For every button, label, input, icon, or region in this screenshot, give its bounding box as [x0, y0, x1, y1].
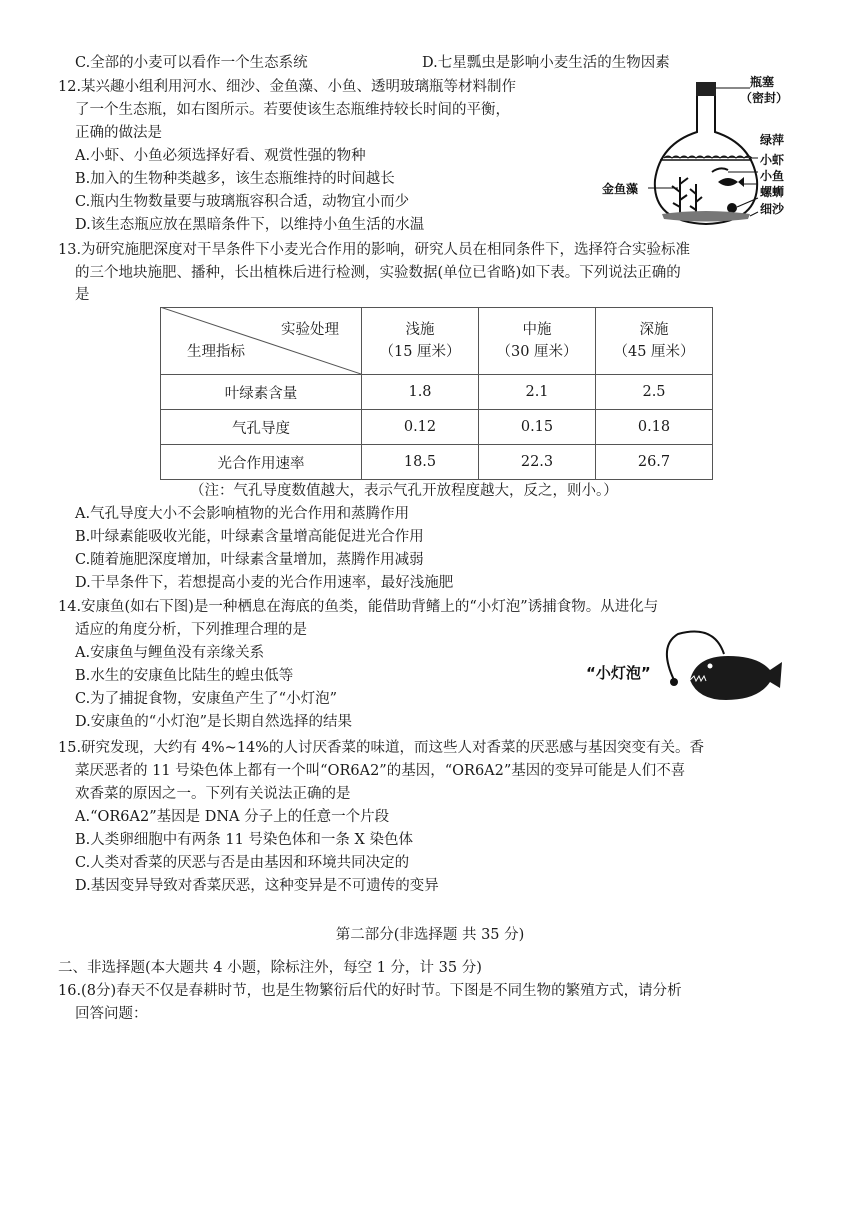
column-header: 中施 （30 厘米） [479, 308, 596, 375]
column-header: 浅施 （15 厘米） [362, 308, 479, 375]
label-sealed: （密封） [740, 91, 789, 105]
table-cell: 1.8 [362, 375, 479, 410]
q13-stem-line2: 的三个地块施肥、播种，长出植株后进行检测，实验数据(单位已省略)如下表。下列说法正确的 [75, 265, 681, 281]
q15-stem-line2: 菜厌恶者的 11 号染色体上都有一个叫“OR6A2”的基因，“OR6A2”基因的变异可能是人们不喜 [75, 763, 686, 779]
table-row [161, 410, 713, 445]
table-cell: 18.5 [362, 445, 479, 480]
anglerfish-icon [690, 656, 782, 700]
table-cell: 2.5 [596, 375, 713, 410]
corner-bottom-label: 生理指标 [187, 344, 245, 360]
q12-option-c: C.瓶内生物数量要与玻璃瓶容积合适，动物宜小而少 [75, 194, 410, 210]
snail-icon [727, 203, 737, 213]
corner-top-label: 实验处理 [281, 322, 339, 338]
q13-option-c: C.随着施肥深度增加，叶绿素含量增加，蒸腾作用减弱 [75, 552, 424, 568]
q15-stem-line3: 欢香菜的原因之一。下列有关说法正确的是 [75, 786, 351, 802]
shrimp-icon [712, 168, 728, 172]
table-row [161, 375, 713, 410]
label-shrimp: 小虾 [760, 153, 785, 167]
label-little-lamp: “小灯泡” [586, 664, 651, 682]
table-cell: 2.1 [479, 375, 596, 410]
q13-option-d: D.干旱条件下，若想提高小麦的光合作用速率，最好浅施肥 [75, 575, 454, 591]
q14-stem-line1: 14.安康鱼(如右下图)是一种栖息在海底的鱼类，能借助背鳍上的“小灯泡”诱捕食物。从进化与 [58, 599, 659, 615]
q15-stem-line1: 15.研究发现，大约有 4%~14%的人讨厌香菜的味道，而这些人对香菜的厌恶感与基因突变有关。香 [58, 740, 705, 756]
row-label: 气孔导度 [161, 410, 362, 445]
q16-stem-line2: 回答问题： [75, 1006, 148, 1022]
q11-option-c: C.全部的小麦可以看作一个生态系统 [75, 55, 308, 71]
q11-option-d: D.七星瓢虫是影响小麦生活的生物因素 [422, 55, 670, 71]
q16-stem-line1: 16.(8分)春天不仅是春耕时节，也是生物繁衍后代的好时节。下图是不同生物的繁殖方式，请分析 [58, 983, 682, 999]
duckweed-icon [664, 156, 752, 158]
label-duckweed: 绿萍 [760, 133, 785, 147]
q14-option-a: A.安康鱼与鲤鱼没有亲缘关系 [75, 645, 265, 661]
q15-option-c: C.人类对香菜的厌恶与否是由基因和环境共同决定的 [75, 855, 410, 871]
q13-stem-line1: 13.为研究施肥深度对干旱条件下小麦光合作用的影响，研究人员在相同条件下，选择符合实验标准 [58, 242, 691, 258]
table-cell: 26.7 [596, 445, 713, 480]
ecobottle-figure [600, 72, 800, 232]
label-hornwort: 金鱼藻 [602, 182, 639, 196]
q13-option-b: B.叶绿素能吸收光能，叶绿素含量增高能促进光合作用 [75, 529, 424, 545]
q12-stem-line3: 正确的做法是 [75, 125, 162, 141]
q15-option-b: B.人类卵细胞中有两条 11 号染色体和一条 X 染色体 [75, 832, 413, 848]
q12-option-b: B.加入的生物种类越多，该生态瓶维持的时间越长 [75, 171, 395, 187]
stopper-icon [696, 82, 716, 96]
fish-icon [718, 177, 744, 187]
q14-option-c: C.为了捕捉食物，安康鱼产生了“小灯泡” [75, 691, 338, 707]
table-cell: 0.15 [479, 410, 596, 445]
sand-icon [662, 211, 750, 222]
q13-option-a: A.气孔导度大小不会影响植物的光合作用和蒸腾作用 [75, 506, 410, 522]
q13-stem-line3: 是 [75, 287, 90, 303]
q15-option-a: A.“OR6A2”基因是 DNA 分子上的任意一个片段 [75, 809, 390, 825]
table-cell: 22.3 [479, 445, 596, 480]
row-label: 光合作用速率 [161, 445, 362, 480]
row-label: 叶绿素含量 [161, 375, 362, 410]
table-row [161, 445, 713, 480]
column-header: 深施 （45 厘米） [596, 308, 713, 375]
q15-option-d: D.基因变异导致对香菜厌恶，这种变异是不可遗传的变异 [75, 878, 439, 894]
anglerfish-figure [586, 626, 786, 706]
table-cell: 0.12 [362, 410, 479, 445]
corner-diagonal [160, 307, 361, 374]
table-cell: 0.18 [596, 410, 713, 445]
q12-stem-line1: 12.某兴趣小组利用河水、细沙、金鱼藻、小鱼、透明玻璃瓶等材料制作 [58, 79, 517, 95]
q12-stem-line2: 了一个生态瓶，如右图所示。若要使该生态瓶维持较长时间的平衡， [75, 102, 510, 118]
q14-stem-line2: 适应的角度分析，下列推理合理的是 [75, 622, 307, 638]
q12-option-d: D.该生态瓶应放在黑暗条件下，以维持小鱼生活的水温 [75, 217, 425, 233]
q12-option-a: A.小虾、小鱼必须选择好看、观赏性强的物种 [75, 148, 366, 164]
label-snail: 螺蛳 [760, 185, 785, 199]
lamp-icon [670, 678, 678, 686]
q13-table-note: （注：气孔导度数值越大，表示气孔开放程度越大，反之，则小。） [190, 483, 618, 499]
q14-option-d: D.安康鱼的“小灯泡”是长期自然选择的结果 [75, 714, 353, 730]
label-sand: 细沙 [760, 202, 785, 216]
part2-title: 第二部分(非选择题 共 35 分) [335, 927, 525, 943]
label-fish: 小鱼 [760, 169, 785, 183]
q14-option-b: B.水生的安康鱼比陆生的蝗虫低等 [75, 668, 294, 684]
label-stopper: 瓶塞 [750, 75, 775, 89]
part2-section-heading: 二、非选择题(本大题共 4 小题，除标注外，每空 1 分，计 35 分) [58, 960, 482, 976]
